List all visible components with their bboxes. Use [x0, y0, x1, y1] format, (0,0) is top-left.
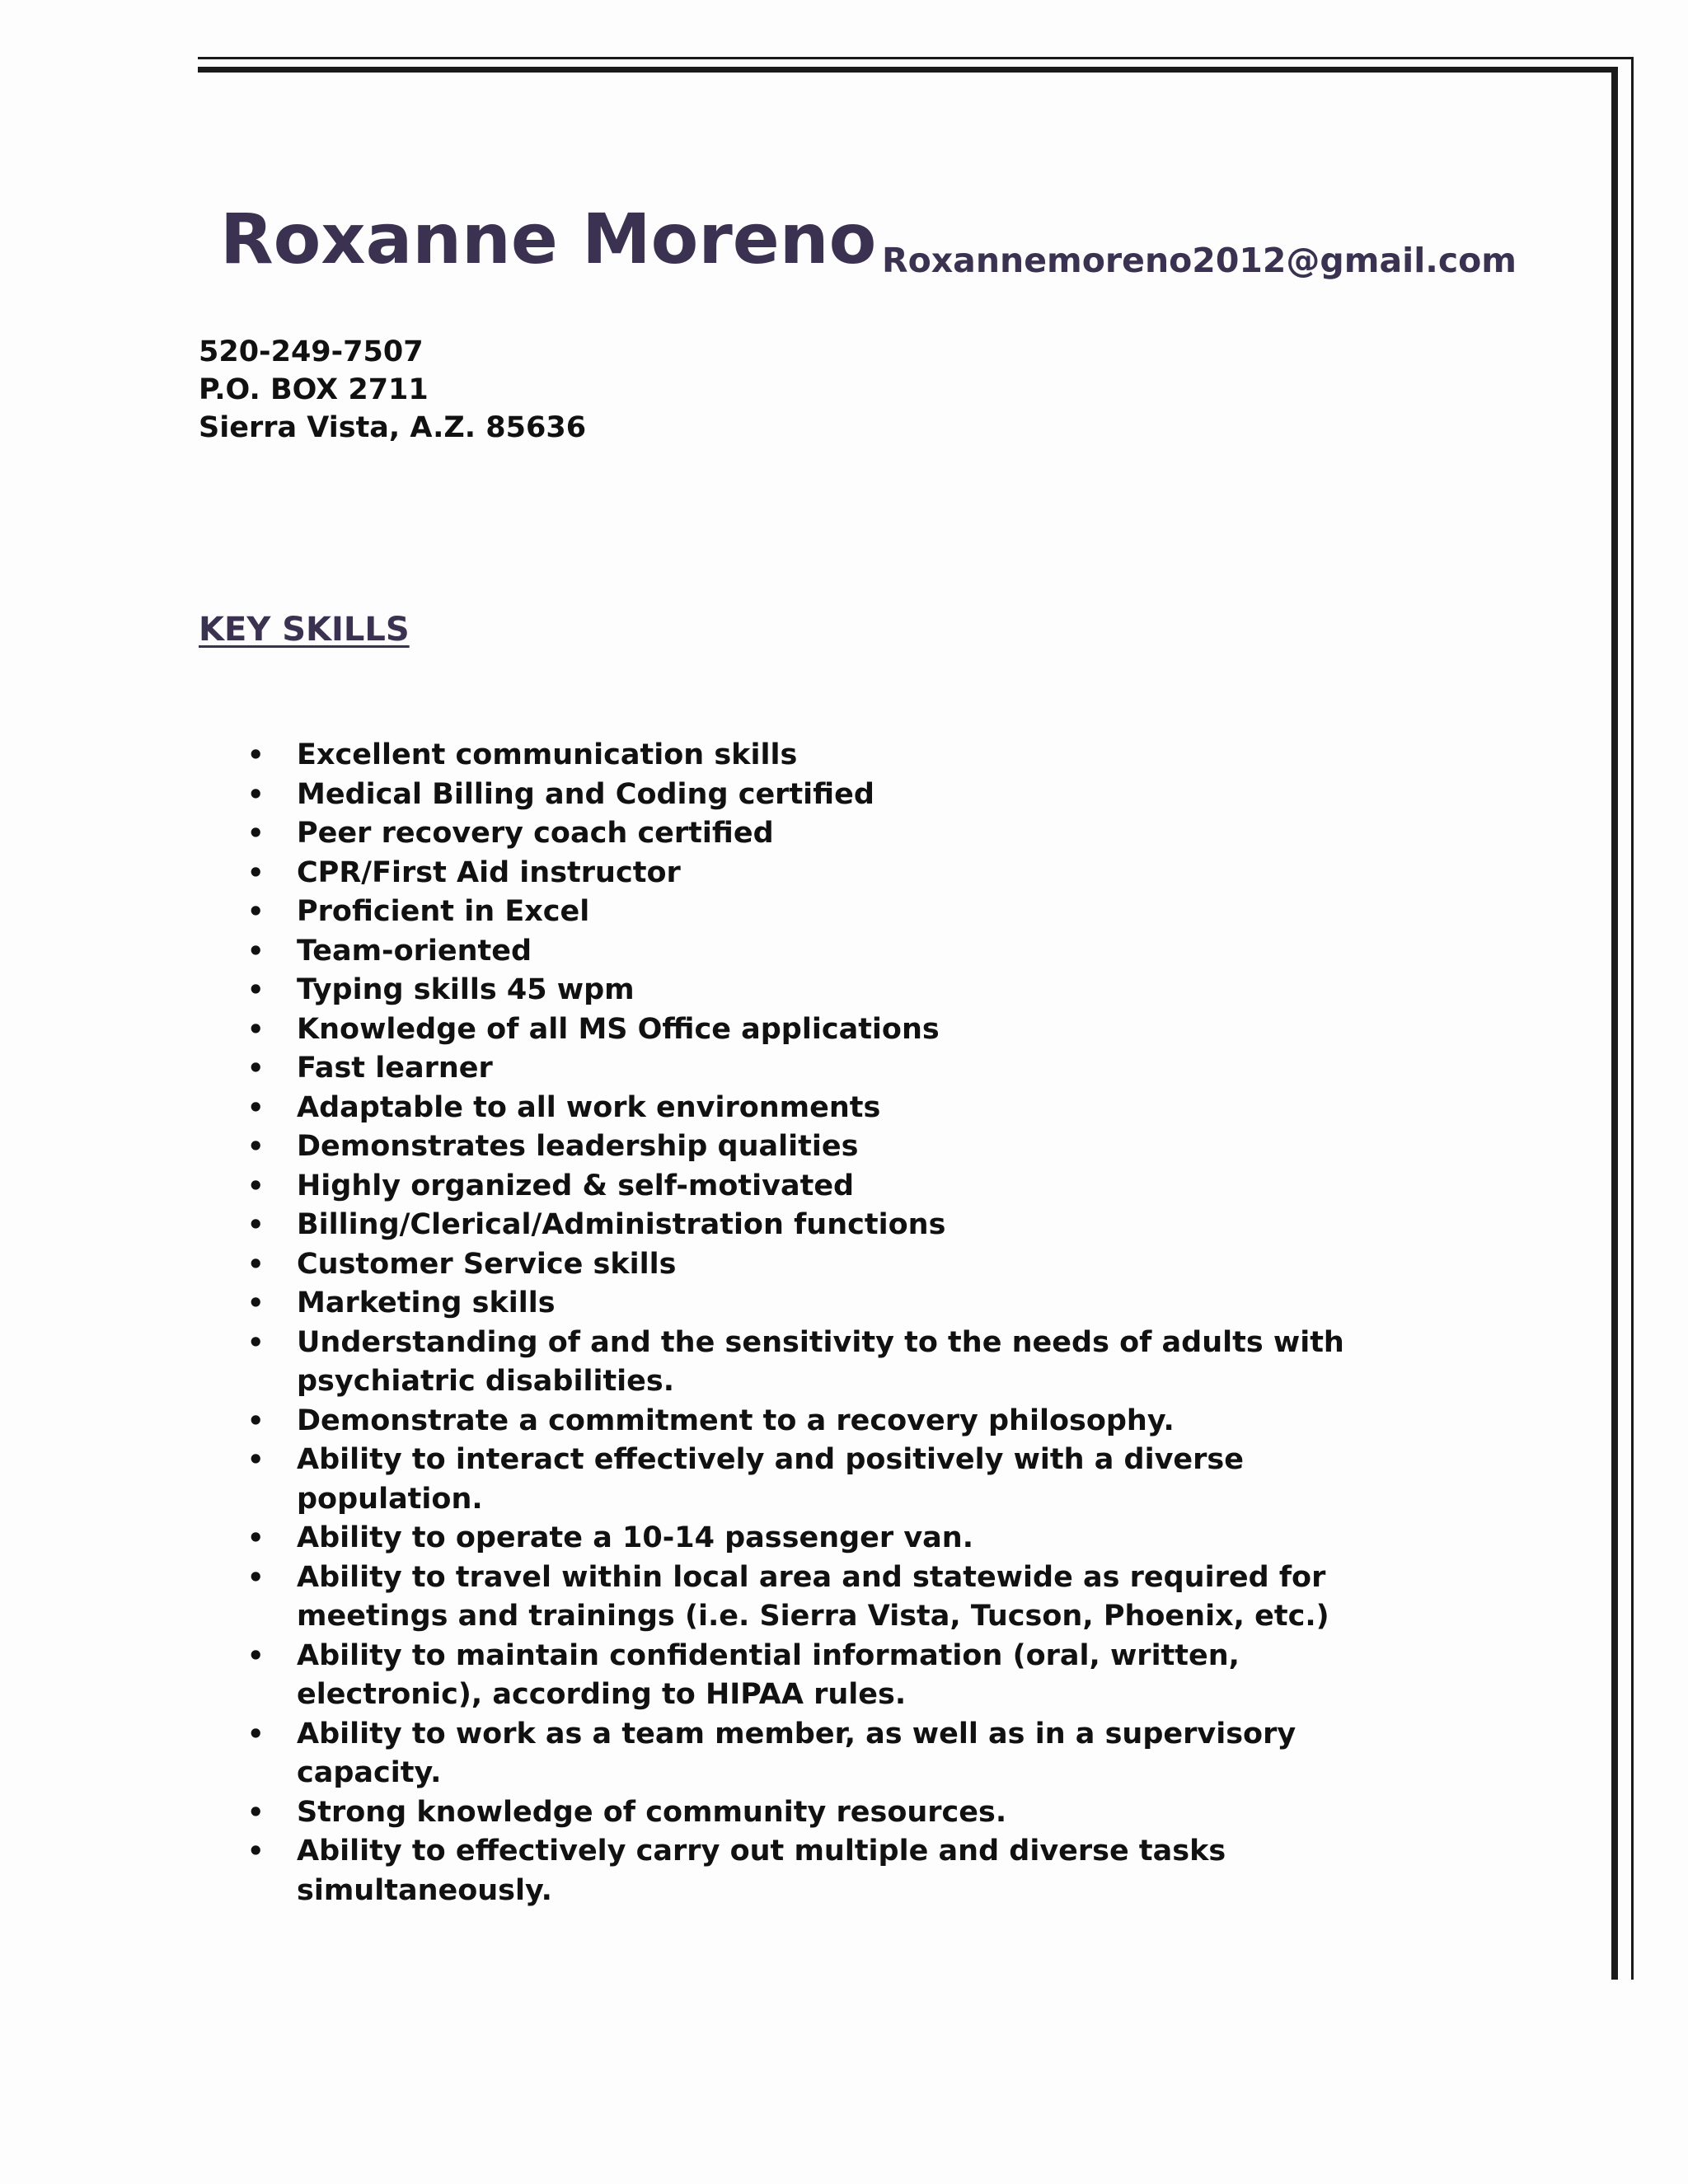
bullet-icon: •: [247, 1561, 265, 1593]
bullet-icon: •: [247, 1052, 265, 1084]
address-line-1: P.O. BOX 2711: [199, 373, 429, 406]
bullet-icon: •: [247, 778, 265, 810]
skill-item: [247, 814, 1385, 854]
bullet-icon: •: [247, 1718, 265, 1750]
skill-item: [247, 1284, 1385, 1324]
bullet-icon: •: [247, 1209, 265, 1240]
bullet-icon: •: [247, 1169, 265, 1202]
skill-text: Strong knowledge of community resources.: [297, 1795, 1007, 1829]
skill-item: [247, 1206, 1385, 1245]
page-border-right-outer: [1631, 57, 1634, 1980]
bullet-icon: •: [247, 1522, 265, 1554]
bullet-icon: •: [247, 1287, 265, 1319]
bullet-icon: •: [247, 1091, 265, 1123]
skill-item: [247, 736, 1385, 776]
key-skills-heading: KEY SKILLS: [199, 611, 410, 649]
skill-item: [247, 893, 1385, 932]
skill-text: Ability to travel within local area and statewide as required for meetings and trainings (i.e. Sierra Vista, Tucson, Phoenix, etc.): [297, 1560, 1329, 1633]
skill-text: Fast learner: [297, 1052, 493, 1085]
skill-text: Ability to effectively carry out multiple and diverse tasks simultaneously.: [297, 1835, 1226, 1907]
skill-text: Understanding of and the sensitivity to the needs of adults with psychiatric disabilities.: [297, 1325, 1344, 1398]
skill-item: [247, 1402, 1385, 1441]
bullet-icon: •: [247, 1835, 265, 1867]
skill-text: Adaptable to all work environments: [297, 1090, 881, 1124]
skill-item: [247, 1715, 1385, 1793]
skill-item: [247, 1245, 1385, 1285]
bullet-icon: •: [247, 1639, 265, 1671]
skill-item: [247, 1127, 1385, 1167]
skill-item: [247, 1793, 1385, 1833]
skill-item: [247, 1049, 1385, 1089]
skill-text: Excellent communication skills: [297, 738, 798, 771]
skill-item: [247, 776, 1385, 815]
skill-item: [247, 1089, 1385, 1128]
skill-text: Highly organized & self-motivated: [297, 1169, 855, 1202]
page-border-top-outer: [198, 57, 1634, 59]
bullet-icon: •: [247, 1404, 265, 1436]
phone-number: 520-249-7507: [199, 335, 424, 368]
skill-text: Customer Service skills: [297, 1247, 677, 1281]
skill-item: [247, 1441, 1385, 1519]
page-border-right-inner: [1611, 67, 1618, 1980]
skill-item: [247, 1558, 1385, 1637]
bullet-icon: •: [247, 1326, 265, 1358]
skill-item: [247, 1010, 1385, 1050]
skill-text: Ability to work as a team member, as well as in a supervisory capacity.: [297, 1717, 1296, 1789]
bullet-icon: •: [247, 935, 265, 967]
bullet-icon: •: [247, 818, 265, 849]
skill-text: Ability to maintain confidential information (oral, written, electronic), according to HIPAA rules.: [297, 1638, 1240, 1711]
bullet-icon: •: [247, 1248, 265, 1280]
skill-text: Peer recovery coach certified: [297, 817, 774, 850]
skill-text: Ability to interact effectively and positively with a diverse population.: [297, 1443, 1244, 1516]
skill-text: Demonstrates leadership qualities: [297, 1130, 859, 1163]
skill-item: [247, 1324, 1385, 1402]
skill-item: [247, 1519, 1385, 1558]
bullet-icon: •: [247, 739, 265, 771]
skill-item: [247, 932, 1385, 972]
skill-item: [247, 1832, 1385, 1910]
bullet-icon: •: [247, 1131, 265, 1162]
skill-text: Ability to operate a 10-14 passenger van.: [297, 1521, 973, 1554]
skill-text: Billing/Clerical/Administration functions: [297, 1208, 946, 1241]
email-address: Roxannemoreno2012@gmail.com: [882, 241, 1517, 280]
skill-text: CPR/First Aid instructor: [297, 855, 681, 889]
bullet-icon: •: [247, 1796, 265, 1828]
skill-text: Proficient in Excel: [297, 895, 590, 928]
contact-block: [199, 333, 586, 447]
skill-text: Demonstrate a commitment to a recovery philosophy.: [297, 1404, 1175, 1437]
skill-text: Marketing skills: [297, 1286, 556, 1319]
bullet-icon: •: [247, 1013, 265, 1045]
skill-text: Medical Billing and Coding certified: [297, 777, 874, 811]
skill-text: Typing skills 45 wpm: [297, 973, 635, 1006]
address-line-2: Sierra Vista, A.Z. 85636: [199, 411, 587, 444]
bullet-icon: •: [247, 896, 265, 927]
skill-item: [247, 1637, 1385, 1715]
skill-text: Knowledge of all MS Office applications: [297, 1012, 940, 1046]
bullet-icon: •: [247, 974, 265, 1005]
skill-item: [247, 854, 1385, 893]
skill-item: [247, 1167, 1385, 1207]
bullet-icon: •: [247, 856, 265, 888]
bullet-icon: •: [247, 1444, 265, 1475]
page-border-top-inner: [198, 67, 1615, 73]
applicant-name: Roxanne Moreno: [220, 199, 877, 279]
skill-text: Team-oriented: [297, 934, 532, 968]
skill-item: [247, 971, 1385, 1010]
key-skills-list: [247, 736, 1385, 1910]
